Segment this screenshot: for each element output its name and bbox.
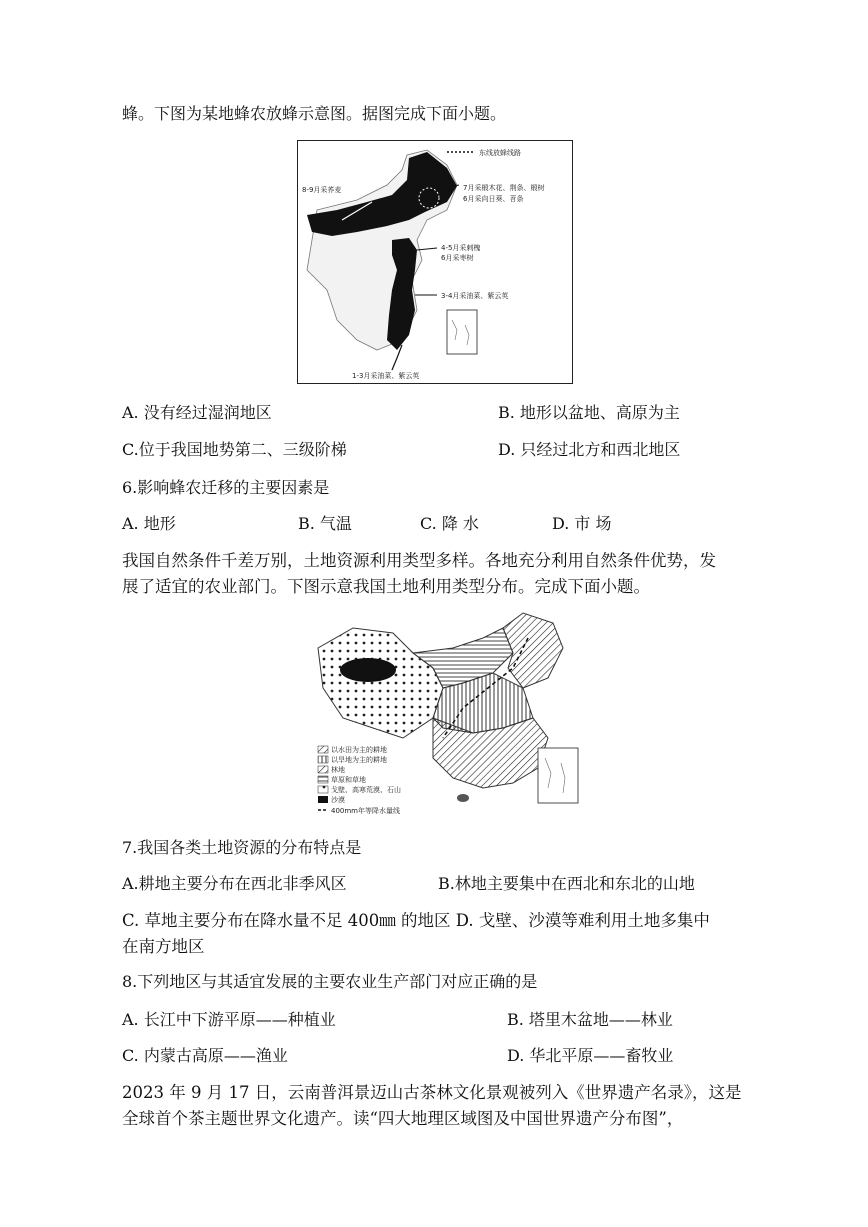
legend-gobi: 戈壁、高寒荒漠、石山 xyxy=(331,786,401,794)
q8-option-b: B. 塔里木盆地——林业 xyxy=(507,1010,673,1029)
q5-option-c: C.位于我国地势第二、三级阶梯 xyxy=(122,440,347,459)
land-use-map xyxy=(313,608,585,818)
intro-text-1: 蜂。下图为某地蜂农放蜂示意图。据图完成下面小题。 xyxy=(122,104,507,123)
q6-option-d: D. 市 场 xyxy=(552,514,612,533)
q7-option-b: B.林地主要集中在西北和东北的山地 xyxy=(438,874,695,893)
label-34: 3-4月采油菜、紫云英 xyxy=(441,292,509,300)
land-use-legend xyxy=(318,745,401,815)
south-sea-inset xyxy=(447,310,477,354)
q5-option-a: A. 没有经过湿润地区 xyxy=(122,403,272,422)
q8-stem: 8.下列地区与其适宜发展的主要农业生产部门对应正确的是 xyxy=(122,972,538,991)
q6-stem: 6.影响蜂农迁移的主要因素是 xyxy=(122,478,330,497)
legend-400mm: 400mm年等降水量线 xyxy=(331,807,400,815)
legend-route: 东线放蜂线路 xyxy=(479,149,521,157)
label-45: 4-5月采刺槐 xyxy=(441,244,481,252)
label-6: 6月采向日葵、苕条 xyxy=(463,195,524,203)
south-sea-inset-2 xyxy=(538,748,578,803)
label-7: 7月采椴木花、荆条、椴树 xyxy=(463,184,545,192)
legend-paddy: 以水田为主的耕地 xyxy=(331,746,387,754)
q8-option-a: A. 长江中下游平原——种植业 xyxy=(122,1010,336,1029)
label-6b: 6月采枣树 xyxy=(441,254,474,262)
label-89: 8-9月采荞麦 xyxy=(302,186,342,194)
q6-option-b: B. 气温 xyxy=(298,514,352,533)
bee-route-map xyxy=(297,140,573,384)
q7-stem: 7.我国各类土地资源的分布特点是 xyxy=(122,838,362,857)
taklimakan-desert xyxy=(340,658,396,682)
label-13: 1-3月采油菜、紫云英 xyxy=(352,372,420,380)
q7-option-a: A.耕地主要分布在西北非季风区 xyxy=(122,874,347,893)
q5-option-d: D. 只经过北方和西北地区 xyxy=(498,440,681,459)
q8-option-c: C. 内蒙古高原——渔业 xyxy=(122,1046,288,1065)
intro-text-3: 2023 年 9 月 17 日，云南普洱景迈山古茶林文化景观被列入《世界遗产名录》，这是全球首个茶主题世界文化遗产。读“四大地理区域图及中国世界遗产分布图”， xyxy=(122,1083,742,1128)
intro-text-2: 我国自然条件千差万别，土地资源利用类型多样。各地充分利用自然条件优势，发展了适宜的农业部门。下图示意我国土地利用类型分布。完成下面小题。 xyxy=(122,551,716,596)
q6-option-a: A. 地形 xyxy=(122,514,176,533)
legend-forest: 林地 xyxy=(331,766,345,774)
q7-option-c: C. 草地主要分布在降水量不足 400㎜ 的地区 D. 戈壁、沙漠等难利用土地多集中在南方地区 xyxy=(122,911,710,956)
q6-option-c: C. 降 水 xyxy=(420,514,479,533)
q5-option-b: B. 地形以盆地、高原为主 xyxy=(498,403,680,422)
q8-option-d: D. 华北平原——畜牧业 xyxy=(507,1046,674,1065)
legend-dry-farm: 以旱地为主的耕地 xyxy=(331,756,387,764)
legend-desert: 沙漠 xyxy=(331,796,345,804)
legend-grass: 草原和草地 xyxy=(331,776,366,784)
